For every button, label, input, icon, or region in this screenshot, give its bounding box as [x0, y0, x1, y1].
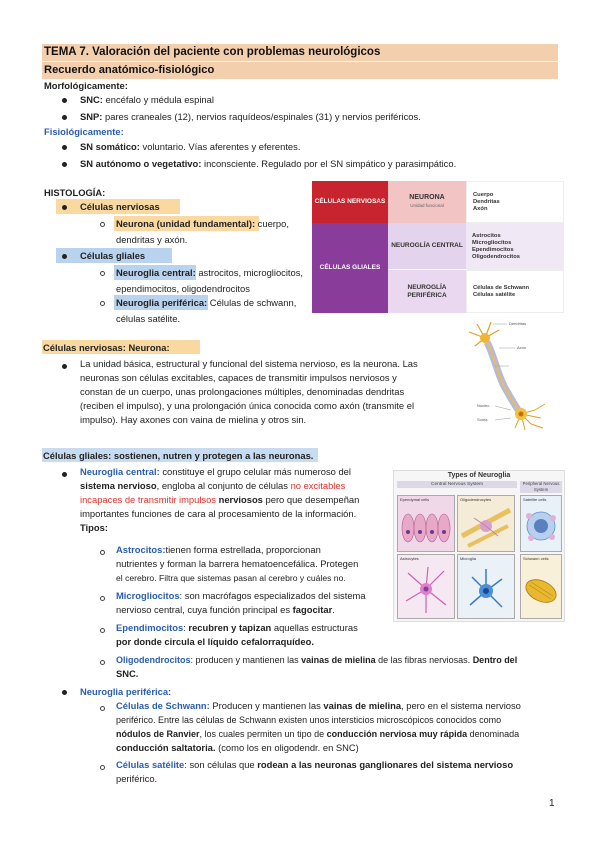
sn-autonomo-item: SN autónomo o vegetativo: inconsciente. Regulado por el SN simpático y parasimpático.: [80, 158, 457, 169]
table-cell-glia-periferica: NEUROGLÍA PERIFÉRICA: [388, 270, 466, 313]
page-title: TEMA 7. Valoración del paciente con problemas neurológicos: [44, 46, 381, 58]
neurona-item: Neurona (unidad fundamental): cuerpo,: [116, 218, 289, 229]
circle-bullet-icon: [100, 765, 105, 770]
bullet-icon: [62, 254, 67, 259]
table-cell-nerviosas: CÉLULAS NERVIOSAS: [312, 181, 388, 223]
cell-types-table: [312, 181, 564, 313]
panel-microglia: Microglia: [457, 554, 515, 619]
astrocitos-paragraph: Astrocitos:tienen forma estrellada, proporcionan nutrientes y forman la barrera hematoencefálica. Protegen el cerebro. Filtra que sistemas pasan al cerebro y cuáles no.: [116, 544, 359, 583]
circle-bullet-icon: [100, 222, 105, 227]
table-cell-glia-central: NEUROGLÍA CENTRAL: [388, 223, 466, 270]
bullet-icon: [62, 205, 67, 210]
circle-bullet-icon: [100, 271, 105, 276]
bullet-icon: [62, 115, 67, 120]
neuron-label-nucleo: Núcleo: [477, 403, 490, 408]
table-cell-glia-periferica-types: Células de Schwann Células satélite: [466, 270, 564, 313]
neuroglia-central-paragraph: Neuroglia central: constituye el grupo celular más numeroso del sistema nervioso, engloba al conjunto de células no excitables incapaces de transmitir impulsos nerviosos pero que desempeñan importantes funciones de cara al procesamiento de la información. Tipos:: [80, 466, 360, 533]
neurona-item-cont: dendritas y axón.: [116, 234, 188, 245]
table-cell-neurona: NEURONA Unidad funcional: [388, 181, 466, 223]
neurona-paragraph: La unidad básica, estructural y funcional del sistema nervioso, es la neurona. Las neuronas son células excitables, capaces de transmitir impulsos nerviosos y constan de un cuerpo, unas prolongaciones múltiples, denominadas dendritas (reciben el impulso), y una prolongación única conocida como axón (transmite el impulso). Hay axones con vaina de mielina y otros sin.: [80, 358, 418, 425]
celulas-gliales-label: Células gliales: [80, 250, 146, 261]
bullet-icon: [62, 162, 67, 167]
circle-bullet-icon: [100, 660, 105, 665]
panel-satellite: Satellite cells: [520, 495, 562, 552]
circle-bullet-icon: [100, 550, 105, 555]
panel-astrocytes: Astrocytes: [397, 554, 455, 619]
table-cell-glia-central-types: Astrocitos Microgliocitos Ependimocitos Oligodendrocitos: [466, 223, 564, 270]
page-number: 1: [549, 798, 555, 809]
figure-title: Types of Neuroglia: [447, 472, 511, 479]
snc-item: SNC: encéfalo y médula espinal: [80, 94, 214, 105]
snp-item: SNP: pares craneales (12), nervios raquídeos/espinales (31) y nervios periféricos.: [80, 111, 421, 122]
fisiologia-heading: Fisiológicamente:: [44, 126, 124, 137]
bullet-icon: [62, 364, 67, 369]
panel-ependymal: Ependymal cells: [397, 495, 455, 552]
neuroglia-central-cont: ependimocitos, oligodendrocitos: [116, 283, 250, 294]
neuron-label-dendritas: Dendritas: [509, 321, 527, 326]
page-title-bar: [42, 44, 558, 61]
figure-pns-label: Peripheral Nervous System: [520, 481, 562, 493]
bullet-icon: [62, 145, 67, 150]
microgliocitos-paragraph: Microgliocitos: son macrófagos especializados del sistema nervioso central, cuya función principal es fagocitar.: [116, 590, 366, 615]
bullet-icon: [62, 98, 67, 103]
sn-somatico-item: SN somático: voluntario. Vías aferentes y eferentes.: [80, 141, 301, 152]
section-subtitle-bar: [42, 62, 558, 79]
figure-cns-label: Central Nervous System: [397, 481, 517, 488]
histologia-heading: HISTOLOGÍA:: [44, 187, 106, 198]
neuron-illustration: [455, 318, 563, 436]
panel-schwann: Schwann cells: [520, 554, 562, 619]
section-subtitle: Recuerdo anatómico-fisiológico: [44, 64, 215, 76]
morfologia-heading: Morfológicamente:: [44, 80, 128, 91]
table-cell-neurona-parts: Cuerpo Dendritas Axón: [466, 181, 564, 223]
ependimocitos-paragraph: Ependimocitos: recubren y tapizan aquellas estructuras por donde circula el líquido cefalorraquídeo.: [116, 622, 358, 647]
oligodendrocitos-paragraph: Oligodendrocitos: producen y mantienen las vainas de mielina de las fibras nerviosas. Dentro del SNC.: [116, 655, 518, 679]
neuroglia-periferica-item: Neuroglia periférica: Células de schwann,: [116, 297, 297, 308]
panel-oligodendrocytes: Oligodendrocytes: [457, 495, 515, 552]
circle-bullet-icon: [100, 628, 105, 633]
bullet-icon: [62, 690, 67, 695]
schwann-paragraph: Células de Schwann: Producen y mantienen las vainas de mielina, pero en el sistema nervioso periférico. Entre las células de Schwann existen unos intersticios microscópicos conocidos como nódulos de Ranvier, los cuales permiten un tipo de conducción nerviosa muy rápida denominada conducción saltatoria. (como los en oligodendr. en SNC): [116, 700, 521, 753]
neuroglia-types-figure: [393, 470, 565, 622]
neuron-label-axon: Axón: [517, 345, 527, 350]
neurona-section-heading: Células nerviosas: Neurona:: [43, 342, 170, 353]
bullet-icon: [62, 472, 67, 477]
neuroglia-central-item: Neuroglia central: astrocitos, microgliocitos,: [116, 267, 304, 278]
circle-bullet-icon: [100, 596, 105, 601]
table-cell-gliales: CÉLULAS GLIALES: [312, 223, 388, 313]
neuroglia-periferica-cont: células satélite.: [116, 313, 181, 324]
gliales-section-heading: Células gliales: sostienen, nutren y protegen a las neuronas.: [43, 450, 314, 461]
celulas-nerviosas-label: Células nerviosas: [80, 201, 160, 212]
neuron-label-soma: Soma: [477, 417, 488, 422]
neuroglia-periferica-heading: Neuroglia periférica:: [80, 686, 172, 697]
circle-bullet-icon: [100, 706, 105, 711]
circle-bullet-icon: [100, 301, 105, 306]
satelite-paragraph: Células satélite: son células que rodean a las neuronas ganglionares del sistema nervioso periférico.: [116, 759, 514, 784]
